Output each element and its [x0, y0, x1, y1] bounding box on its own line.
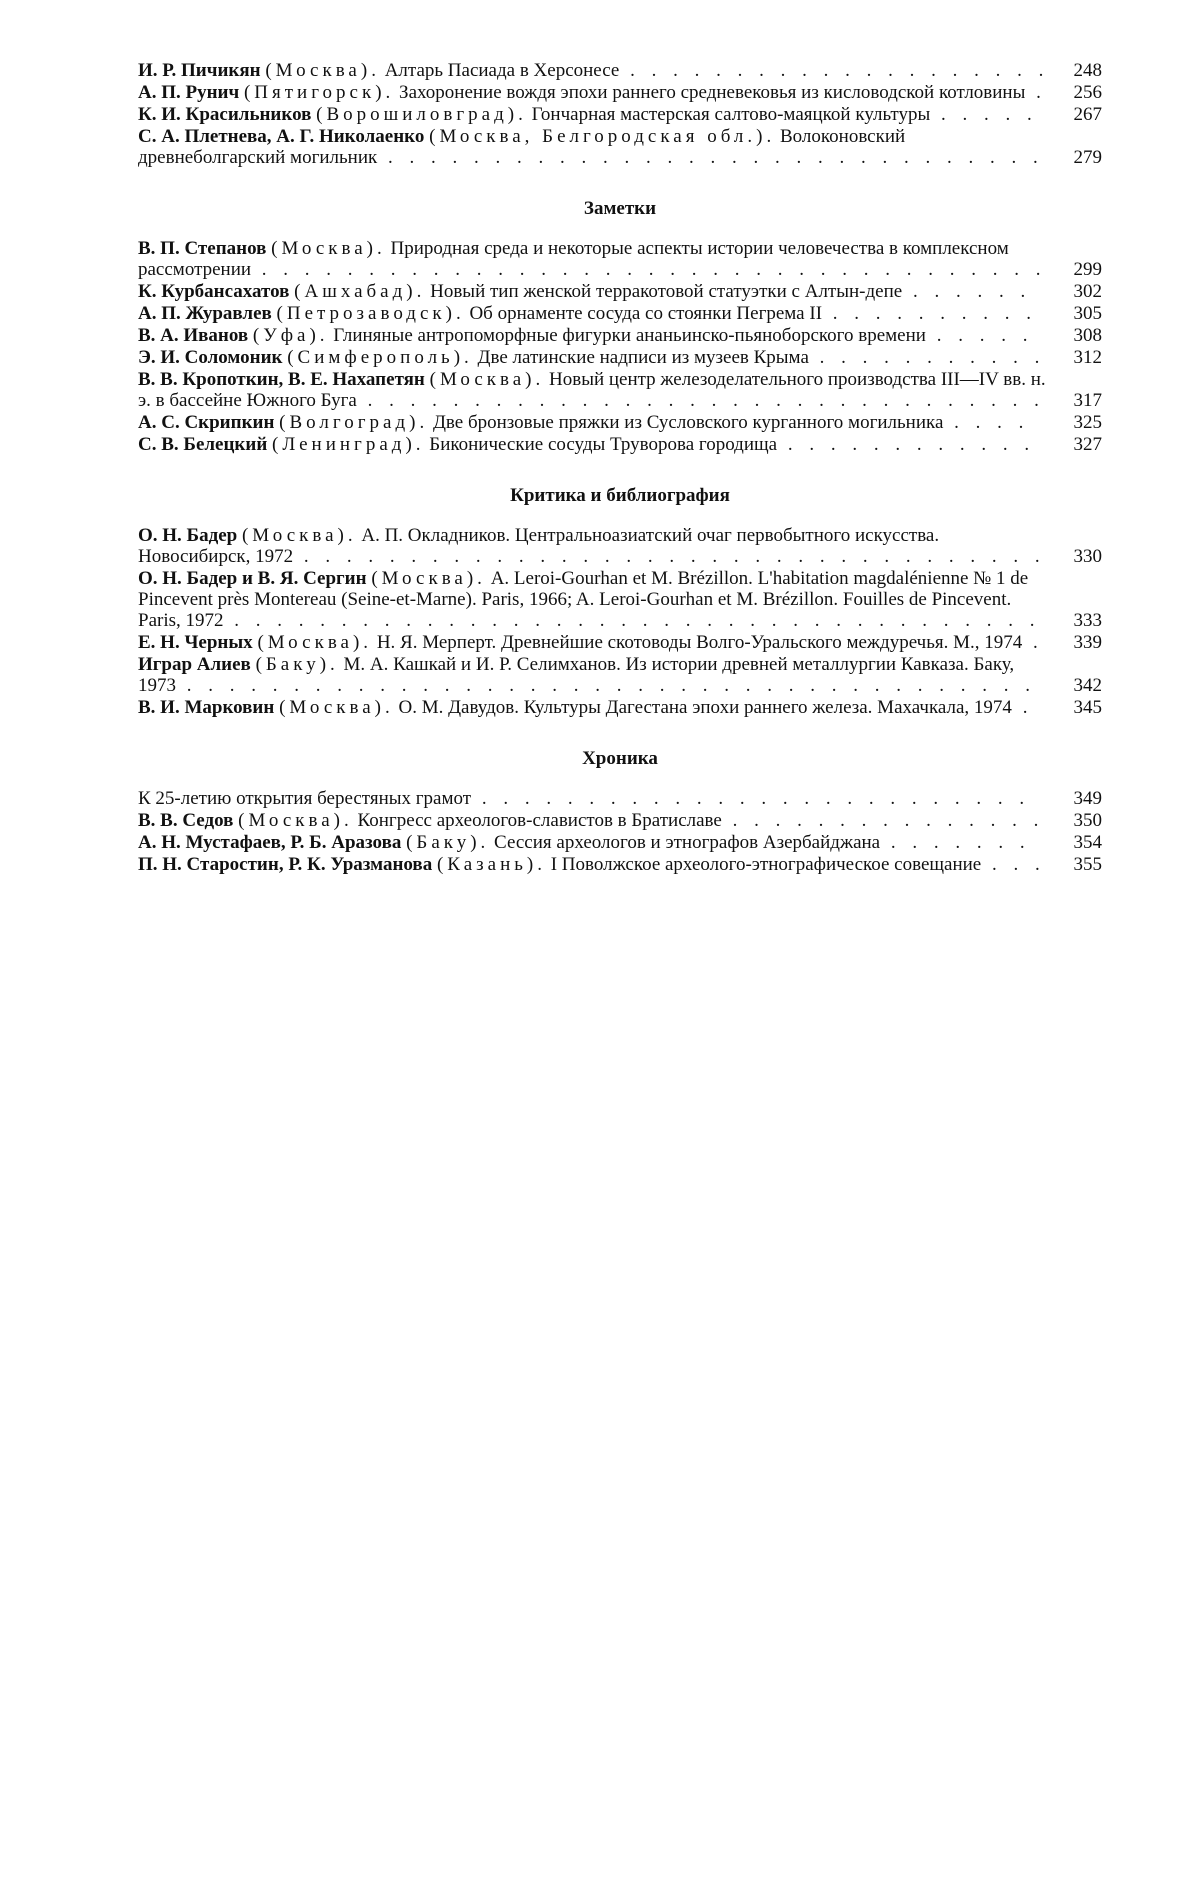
entry-city: (Москва).	[271, 238, 386, 259]
entry-city: (Москва).	[238, 810, 353, 831]
dot-leader: . . . . . . . . . . . . . . . . . . . . . . . . . . . . . . .	[377, 147, 1044, 168]
entry-city: (Москва).	[257, 632, 373, 653]
toc-entry[interactable]	[138, 810, 1102, 831]
entry-title: О. М. Давудов. Культуры Дагестана эпохи раннего железа. Махачкала, 1974	[398, 697, 1012, 718]
entry-author: В. В. Кропоткин, В. Е. Нахапетян	[138, 369, 425, 390]
toc-entry[interactable]	[138, 854, 1102, 875]
entry-city: (Москва).	[371, 568, 486, 589]
dot-leader: . . . . . . . . . . . . . . . . . . . . . . . . . .	[471, 788, 1031, 809]
entry-title: Биконические сосуды Труворова городища	[429, 434, 778, 455]
dot-leader: . . . . . . . . . . . . . . .	[721, 810, 1045, 831]
entry-city: (Баку).	[406, 832, 490, 853]
entry-author: П. Н. Старостин, Р. К. Уразманова	[138, 854, 433, 875]
entry-author: О. Н. Бадер и В. Я. Сергин	[138, 568, 367, 589]
dot-leader: . . . . . . . . . . . . . . . . . . . . . . . . . . . . . . . . . . . . . .	[223, 610, 1041, 631]
toc-entry[interactable]	[138, 281, 1102, 302]
page-number: 302	[1073, 281, 1102, 302]
page-number: 312	[1073, 347, 1102, 368]
page-number: 349	[1073, 788, 1102, 809]
entry-title: Конгресс археологов-славистов в Братиславе	[357, 810, 722, 831]
dot-leader: .	[1025, 82, 1047, 103]
page-number: 279	[1073, 147, 1102, 168]
page-number: 333	[1073, 610, 1102, 631]
entry-author: Э. И. Соломоник	[138, 347, 283, 368]
entry-city: (Москва).	[241, 525, 357, 546]
entry-author: А. П. Рунич	[138, 82, 240, 103]
page-number: 308	[1073, 325, 1102, 346]
page-number: 325	[1073, 412, 1102, 433]
toc-entry[interactable]	[138, 412, 1102, 433]
section-heading: Заметки	[583, 198, 657, 219]
entry-author: В. В. Седов	[138, 810, 234, 831]
entry-author: В. П. Степанов	[138, 238, 267, 259]
entry-title: Две бронзовые пряжки из Сусловского курганного могильника	[432, 412, 944, 433]
entry-city: (Москва).	[429, 369, 545, 390]
toc-entry[interactable]	[138, 238, 1102, 280]
entry-author: К. Курбансахатов	[138, 281, 290, 302]
table-of-contents	[138, 60, 1102, 876]
entry-city: (Симферополь).	[287, 347, 473, 368]
page-number: 327	[1073, 434, 1102, 455]
dot-leader: . . . . . . . . . . . . . . . . . . . . . . . . . . . . . . . . . . . . . . . .	[176, 675, 1036, 696]
dot-leader: . . . . . . . . . .	[822, 303, 1038, 324]
toc-entry[interactable]	[138, 82, 1102, 103]
entry-author: О. Н. Бадер	[138, 525, 238, 546]
toc-entry[interactable]	[138, 525, 1102, 567]
entry-author: Играр Алиев	[138, 654, 251, 675]
toc-entry[interactable]	[138, 434, 1102, 455]
entry-city: (Баку).	[255, 654, 339, 675]
entry-title: Природная среда и некоторые аспекты истории человечества в комплексном рассмотрении	[138, 238, 1009, 280]
entry-city: (Ворошиловград).	[316, 104, 527, 125]
toc-entry[interactable]	[138, 697, 1102, 718]
entry-city: (Волгоград).	[279, 412, 429, 433]
dot-leader: . . . . . . . . . . . . . . . . . . . .	[619, 60, 1050, 81]
entry-title: Гончарная мастерская салтово-маяцкой культуры	[531, 104, 931, 125]
toc-entry[interactable]	[138, 632, 1102, 653]
entry-author: С. А. Плетнева, А. Г. Николаенко	[138, 126, 425, 147]
dot-leader: . . . . . . . . . . . .	[777, 434, 1036, 455]
entry-title: М. А. Кашкай и И. Р. Селимханов. Из истории древней металлургии Кавказа. Баку, 1973	[138, 654, 1015, 696]
entry-author: И. Р. Пичикян	[138, 60, 261, 81]
entry-title: Об орнаменте сосуда со стоянки Пегрема II	[469, 303, 823, 324]
dot-leader: . . . . . . . . . . . . . . . . . . . . . . . . . . . . . . . . . . . . .	[251, 259, 1047, 280]
page-number: 339	[1073, 632, 1102, 653]
toc-entry[interactable]	[138, 654, 1102, 696]
dot-leader: . . . . .	[930, 104, 1038, 125]
entry-title: Захоронение вождя эпохи раннего средневековья из кисловодской котловины	[399, 82, 1026, 103]
entry-author: Е. Н. Черных	[138, 632, 253, 653]
entry-city: (Москва).	[265, 60, 380, 81]
entry-title: Волоконовский древнеболгарский могильник	[138, 126, 906, 168]
entry-author: А. П. Журавлев	[138, 303, 272, 324]
entry-title: Две латинские надписи из музеев Крыма	[477, 347, 809, 368]
page-number: 305	[1073, 303, 1102, 324]
page-number: 248	[1073, 60, 1102, 81]
dot-leader: . . . . . . .	[880, 832, 1031, 853]
entry-title: Новый тип женской терракотовой статуэтки с Алтын-депе	[430, 281, 903, 302]
entry-city: (Москва, Белгородская обл.).	[429, 126, 776, 147]
page-number: 342	[1073, 675, 1102, 696]
toc-entry[interactable]	[138, 369, 1102, 411]
entry-title: А. П. Окладников. Центральноазиатский очаг первобытного искусства. Новосибирск, 1972	[138, 525, 940, 567]
page-number: 299	[1073, 259, 1102, 280]
dot-leader: . . . .	[943, 412, 1030, 433]
page-number: 330	[1073, 546, 1102, 567]
toc-entry[interactable]	[138, 104, 1102, 125]
dot-leader: .	[1022, 632, 1044, 653]
toc-entry[interactable]	[138, 60, 1102, 81]
entry-title: Сессия археологов и этнографов Азербайджана	[494, 832, 881, 853]
toc-entry[interactable]	[138, 303, 1102, 324]
entry-title: К 25-летию открытия берестяных грамот	[138, 788, 472, 809]
entry-city: (Петрозаводск).	[276, 303, 465, 324]
page-number: 354	[1073, 832, 1102, 853]
toc-entry[interactable]	[138, 832, 1102, 853]
section-heading: Хроника	[582, 748, 658, 769]
entry-city: (Ленинград).	[272, 434, 425, 455]
page-number: 345	[1073, 697, 1102, 718]
toc-entry[interactable]	[138, 347, 1102, 368]
page-number: 317	[1073, 390, 1102, 411]
entry-title: Н. Я. Мерперт. Древнейшие скотоводы Волго-Уральского междуречья. М., 1974	[376, 632, 1023, 653]
toc-entry[interactable]	[138, 788, 1102, 809]
toc-entry[interactable]	[138, 325, 1102, 346]
entry-city: (Пятигорск).	[243, 82, 395, 103]
entry-author: К. И. Красильников	[138, 104, 312, 125]
entry-title: Алтарь Пасиада в Херсонесе	[384, 60, 620, 81]
entry-author: А. Н. Мустафаев, Р. Б. Аразова	[138, 832, 402, 853]
toc-entry[interactable]	[138, 126, 1102, 168]
entry-author: С. В. Белецкий	[138, 434, 268, 455]
page-number: 350	[1073, 810, 1102, 831]
page-number: 355	[1073, 854, 1102, 875]
entry-title: I Поволжское археолого-этнографическое совещание	[550, 854, 982, 875]
dot-leader: . . . . . . . . . . . . . . . . . . . . . . . . . . . . . . . .	[356, 390, 1045, 411]
dot-leader: . . . . . .	[902, 281, 1032, 302]
page-number: 267	[1073, 104, 1102, 125]
entry-city: (Казань).	[436, 854, 546, 875]
entry-author: В. И. Марковин	[138, 697, 275, 718]
entry-author: А. С. Скрипкин	[138, 412, 275, 433]
entry-city: (Москва).	[279, 697, 394, 718]
dot-leader: . . .	[981, 854, 1046, 875]
entry-title: Новый центр железоделательного производства III—IV вв. н. э. в бассейне Южного Буга	[138, 369, 1046, 411]
section-heading: Критика и библиография	[510, 485, 730, 506]
entry-title: Глиняные антропоморфные фигурки ананьинско-пьяноборского времени	[333, 325, 926, 346]
dot-leader: . . . . . . . . . . . . . . . . . . . . . . . . . . . . . . . . . . .	[293, 546, 1046, 567]
dot-leader: . . . . .	[925, 325, 1034, 346]
entry-city: (Ашхабад).	[294, 281, 426, 302]
entry-author: В. А. Иванов	[138, 325, 249, 346]
toc-entry[interactable]	[138, 568, 1102, 631]
entry-city: (Уфа).	[252, 325, 329, 346]
dot-leader: .	[1011, 697, 1034, 718]
dot-leader: . . . . . . . . . . .	[808, 347, 1046, 368]
entry-title: A. Leroi-Gourhan et M. Brézillon. L'habitation magdalénienne № 1 de Pincevent près Montereau (Seine-et-Marne). Paris, 1966; A. Leroi-Gourhan et M. Brézillon. Fouilles de Pincevent. Paris, 1972	[138, 568, 1029, 631]
page-number: 256	[1073, 82, 1102, 103]
